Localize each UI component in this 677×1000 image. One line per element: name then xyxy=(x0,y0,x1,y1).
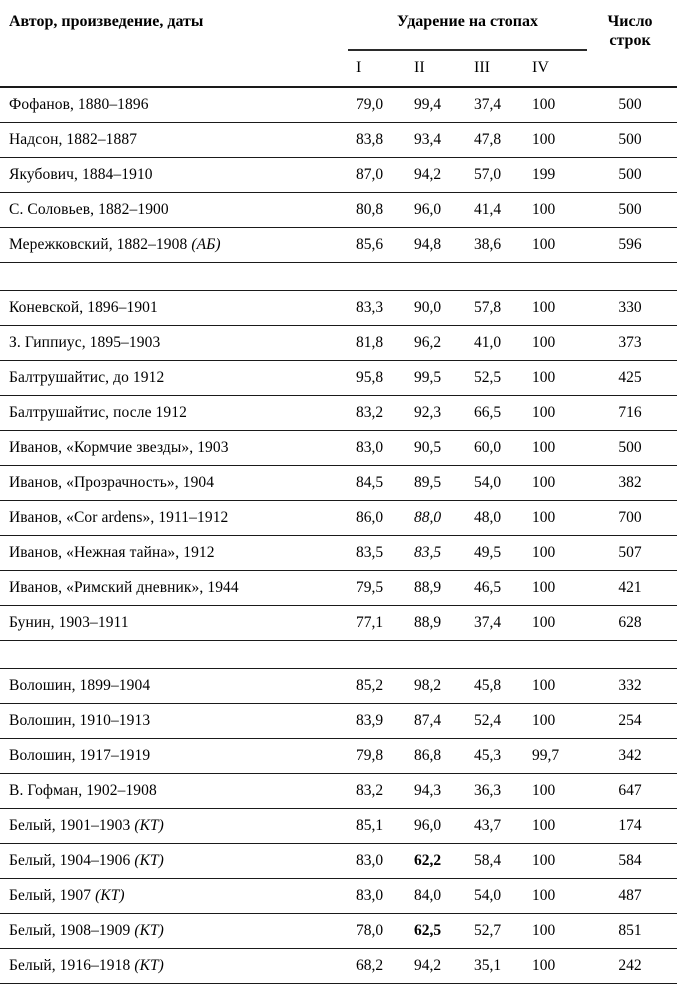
row-author-label: Белый, 1904–1906 xyxy=(9,852,131,870)
header-foot-3: III xyxy=(474,59,490,77)
row-stress-value-1: 83,3 xyxy=(348,291,406,326)
row-author-cell xyxy=(0,879,348,914)
row-author-cell xyxy=(0,361,348,396)
row-stress-value-4: 199 xyxy=(524,158,587,193)
row-stress-value-2: 92,3 xyxy=(406,396,466,431)
row-stress-value-2: 99,4 xyxy=(406,87,466,123)
row-stress-value-4: 100 xyxy=(524,501,587,536)
row-stress-value-1: 83,2 xyxy=(348,396,406,431)
row-author-cell xyxy=(0,158,348,193)
row-stress-value-3: 38,6 xyxy=(466,228,524,263)
row-stress-value-2: 90,5 xyxy=(406,431,466,466)
row-stress-value-3: 41,4 xyxy=(466,193,524,228)
row-author-cell xyxy=(0,739,348,774)
row-author-label: Балтрушайтис, до 1912 xyxy=(9,369,165,387)
row-author-note: (КТ) xyxy=(134,922,164,940)
row-stress-value-3: 41,0 xyxy=(466,326,524,361)
row-stress-value-1: 83,2 xyxy=(348,774,406,809)
row-author-note: (КТ) xyxy=(134,852,164,870)
row-author-cell xyxy=(0,536,348,571)
row-stress-value-4: 100 xyxy=(524,361,587,396)
row-stress-value-3: 49,5 xyxy=(466,536,524,571)
row-stress-value-1: 83,0 xyxy=(348,431,406,466)
row-stress-value-4: 100 xyxy=(524,809,587,844)
row-stress-value-3: 57,8 xyxy=(466,291,524,326)
row-line-count: 700 xyxy=(587,501,677,536)
row-stress-value-2: 83,5 xyxy=(406,536,466,571)
table-row xyxy=(0,774,677,809)
row-stress-value-1: 83,0 xyxy=(348,879,406,914)
row-stress-value-1: 80,8 xyxy=(348,193,406,228)
row-stress-value-3: 52,4 xyxy=(466,704,524,739)
row-stress-value-4: 100 xyxy=(524,704,587,739)
row-author-label: Фофанов, 1880–1896 xyxy=(9,96,149,114)
row-stress-value-3: 43,7 xyxy=(466,809,524,844)
row-line-count: 500 xyxy=(587,431,677,466)
row-author-label: В. Гофман, 1902–1908 xyxy=(9,782,157,800)
table-row xyxy=(0,536,677,571)
table-row xyxy=(0,704,677,739)
row-stress-value-4: 100 xyxy=(524,606,587,641)
row-line-count: 500 xyxy=(587,87,677,123)
row-stress-value-1: 95,8 xyxy=(348,361,406,396)
table-row xyxy=(0,326,677,361)
row-stress-value-4: 100 xyxy=(524,326,587,361)
row-line-count: 421 xyxy=(587,571,677,606)
row-author-cell xyxy=(0,606,348,641)
row-stress-value-1: 83,9 xyxy=(348,704,406,739)
row-stress-value-4: 100 xyxy=(524,87,587,123)
row-author-label: Балтрушайтис, после 1912 xyxy=(9,404,187,422)
row-stress-value-4: 100 xyxy=(524,844,587,879)
row-stress-value-2: 96,0 xyxy=(406,193,466,228)
row-line-count: 647 xyxy=(587,774,677,809)
row-stress-value-1: 79,5 xyxy=(348,571,406,606)
row-stress-value-2: 88,9 xyxy=(406,606,466,641)
row-stress-value-1: 78,0 xyxy=(348,914,406,949)
header-subrule-line xyxy=(348,49,587,51)
table-row xyxy=(0,606,677,641)
table-row xyxy=(0,879,677,914)
row-stress-value-3: 48,0 xyxy=(466,501,524,536)
row-author-note: (КТ) xyxy=(134,957,164,975)
row-stress-value-4: 100 xyxy=(524,879,587,914)
table-row xyxy=(0,501,677,536)
row-author-cell xyxy=(0,396,348,431)
row-author-label: Волошин, 1910–1913 xyxy=(9,712,151,730)
row-stress-value-4: 100 xyxy=(524,123,587,158)
row-stress-value-4: 100 xyxy=(524,291,587,326)
row-stress-value-1: 85,1 xyxy=(348,809,406,844)
row-stress-value-3: 54,0 xyxy=(466,466,524,501)
table-row xyxy=(0,361,677,396)
row-author-cell xyxy=(0,228,348,263)
table-row xyxy=(0,844,677,879)
row-author-label: Бунин, 1903–1911 xyxy=(9,614,129,632)
row-stress-value-1: 79,8 xyxy=(348,739,406,774)
row-author-label: Волошин, 1899–1904 xyxy=(9,677,151,695)
header-lines-column xyxy=(587,0,677,52)
row-author-label: Мережковский, 1882–1908 xyxy=(9,236,188,254)
row-stress-value-3: 37,4 xyxy=(466,606,524,641)
row-author-label: Якубович, 1884–1910 xyxy=(9,166,153,184)
row-stress-value-3: 47,8 xyxy=(466,123,524,158)
row-author-cell xyxy=(0,431,348,466)
row-author-cell xyxy=(0,291,348,326)
table-row xyxy=(0,123,677,158)
row-author-cell xyxy=(0,949,348,984)
row-stress-value-4: 100 xyxy=(524,193,587,228)
table-row xyxy=(0,396,677,431)
row-line-count: 487 xyxy=(587,879,677,914)
row-stress-value-3: 52,7 xyxy=(466,914,524,949)
row-stress-value-4: 100 xyxy=(524,536,587,571)
table-row xyxy=(0,466,677,501)
row-author-cell xyxy=(0,844,348,879)
header-group-column: Ударение на стопах xyxy=(397,13,539,30)
row-author-label: Белый, 1908–1909 xyxy=(9,922,131,940)
row-stress-value-1: 83,0 xyxy=(348,844,406,879)
row-stress-value-2: 94,8 xyxy=(406,228,466,263)
row-author-cell xyxy=(0,193,348,228)
row-stress-value-4: 100 xyxy=(524,669,587,704)
row-stress-value-3: 52,5 xyxy=(466,361,524,396)
header-author-column: Автор, произведение, даты xyxy=(9,13,204,30)
table-row xyxy=(0,291,677,326)
table-row xyxy=(0,739,677,774)
header-foot-2: II xyxy=(414,59,425,77)
row-line-count: 425 xyxy=(587,361,677,396)
row-author-cell xyxy=(0,704,348,739)
row-stress-value-2: 98,2 xyxy=(406,669,466,704)
row-author-note: (КТ) xyxy=(95,887,125,905)
row-stress-value-4: 100 xyxy=(524,914,587,949)
row-stress-value-1: 87,0 xyxy=(348,158,406,193)
row-stress-value-2: 62,5 xyxy=(406,914,466,949)
row-author-cell xyxy=(0,571,348,606)
row-stress-value-2: 88,0 xyxy=(406,501,466,536)
row-author-note: (АБ) xyxy=(191,236,221,254)
row-stress-value-3: 60,0 xyxy=(466,431,524,466)
row-stress-value-4: 100 xyxy=(524,949,587,984)
row-stress-value-3: 54,0 xyxy=(466,879,524,914)
row-stress-value-3: 46,5 xyxy=(466,571,524,606)
row-line-count: 507 xyxy=(587,536,677,571)
table-row xyxy=(0,669,677,704)
row-stress-value-1: 81,8 xyxy=(348,326,406,361)
row-line-count: 500 xyxy=(587,193,677,228)
row-stress-value-2: 94,2 xyxy=(406,158,466,193)
header-foot-1: I xyxy=(356,59,362,77)
table-row xyxy=(0,949,677,984)
table-row xyxy=(0,914,677,949)
row-author-cell xyxy=(0,774,348,809)
row-stress-value-1: 84,5 xyxy=(348,466,406,501)
row-author-label: З. Гиппиус, 1895–1903 xyxy=(9,334,161,352)
row-stress-value-2: 94,3 xyxy=(406,774,466,809)
row-stress-value-2: 89,5 xyxy=(406,466,466,501)
row-line-count: 242 xyxy=(587,949,677,984)
row-stress-value-3: 37,4 xyxy=(466,87,524,123)
table-row xyxy=(0,193,677,228)
row-author-cell xyxy=(0,809,348,844)
table-row xyxy=(0,431,677,466)
header-subrule-cell xyxy=(348,42,587,52)
block-spacer-cell xyxy=(0,263,677,291)
row-author-label: Белый, 1901–1903 xyxy=(9,817,131,835)
row-stress-value-1: 85,2 xyxy=(348,669,406,704)
row-stress-value-3: 45,3 xyxy=(466,739,524,774)
row-stress-value-4: 100 xyxy=(524,228,587,263)
block-spacer xyxy=(0,263,677,291)
row-stress-value-3: 35,1 xyxy=(466,949,524,984)
row-line-count: 851 xyxy=(587,914,677,949)
row-stress-value-1: 86,0 xyxy=(348,501,406,536)
row-stress-value-4: 100 xyxy=(524,774,587,809)
row-stress-value-1: 83,8 xyxy=(348,123,406,158)
row-author-cell xyxy=(0,501,348,536)
row-stress-value-2: 99,5 xyxy=(406,361,466,396)
row-stress-value-3: 66,5 xyxy=(466,396,524,431)
row-author-label: Иванов, «Кормчие звезды», 1903 xyxy=(9,439,229,457)
table-row xyxy=(0,809,677,844)
row-author-label: С. Соловьев, 1882–1900 xyxy=(9,201,169,219)
row-stress-value-1: 77,1 xyxy=(348,606,406,641)
row-line-count: 596 xyxy=(587,228,677,263)
row-stress-value-2: 87,4 xyxy=(406,704,466,739)
row-line-count: 254 xyxy=(587,704,677,739)
row-stress-value-2: 88,9 xyxy=(406,571,466,606)
row-author-label: Иванов, «Cor ardens», 1911–1912 xyxy=(9,509,229,527)
row-stress-value-4: 100 xyxy=(524,396,587,431)
row-author-note: (КТ) xyxy=(134,817,164,835)
row-line-count: 330 xyxy=(587,291,677,326)
row-author-label: Белый, 1907 xyxy=(9,887,92,905)
table-body xyxy=(0,87,677,984)
row-author-label: Белый, 1916–1918 xyxy=(9,957,131,975)
row-line-count: 332 xyxy=(587,669,677,704)
row-stress-value-4: 99,7 xyxy=(524,739,587,774)
row-stress-value-2: 62,2 xyxy=(406,844,466,879)
table-row xyxy=(0,571,677,606)
row-stress-value-2: 90,0 xyxy=(406,291,466,326)
row-stress-value-1: 83,5 xyxy=(348,536,406,571)
row-author-label: Иванов, «Римский дневник», 1944 xyxy=(9,579,239,597)
row-author-cell xyxy=(0,87,348,123)
row-author-cell xyxy=(0,914,348,949)
header-lines-line1: Число xyxy=(607,13,653,30)
row-author-label: Коневской, 1896–1901 xyxy=(9,299,158,317)
table-row xyxy=(0,228,677,263)
header-lines-spacer xyxy=(587,52,677,87)
row-author-label: Волошин, 1917–1919 xyxy=(9,747,151,765)
row-stress-value-2: 96,0 xyxy=(406,809,466,844)
row-stress-value-2: 86,8 xyxy=(406,739,466,774)
row-author-label: Надсон, 1882–1887 xyxy=(9,131,138,149)
row-stress-value-3: 45,8 xyxy=(466,669,524,704)
row-author-label: Иванов, «Нежная тайна», 1912 xyxy=(9,544,215,562)
table-row xyxy=(0,87,677,123)
row-stress-value-3: 57,0 xyxy=(466,158,524,193)
row-line-count: 628 xyxy=(587,606,677,641)
row-stress-value-4: 100 xyxy=(524,571,587,606)
header-row-main xyxy=(0,0,677,42)
row-stress-value-2: 93,4 xyxy=(406,123,466,158)
row-author-cell xyxy=(0,326,348,361)
header-foot-4: IV xyxy=(532,59,549,77)
row-stress-value-2: 84,0 xyxy=(406,879,466,914)
row-line-count: 342 xyxy=(587,739,677,774)
row-line-count: 174 xyxy=(587,809,677,844)
row-stress-value-2: 94,2 xyxy=(406,949,466,984)
row-line-count: 373 xyxy=(587,326,677,361)
row-stress-value-1: 85,6 xyxy=(348,228,406,263)
table-row xyxy=(0,158,677,193)
row-stress-value-4: 100 xyxy=(524,431,587,466)
row-line-count: 382 xyxy=(587,466,677,501)
row-stress-value-1: 79,0 xyxy=(348,87,406,123)
row-line-count: 500 xyxy=(587,123,677,158)
row-author-label: Иванов, «Прозрачность», 1904 xyxy=(9,474,215,492)
row-stress-value-3: 58,4 xyxy=(466,844,524,879)
row-line-count: 716 xyxy=(587,396,677,431)
row-author-cell xyxy=(0,466,348,501)
block-spacer-cell xyxy=(0,641,677,669)
row-stress-value-3: 36,3 xyxy=(466,774,524,809)
row-stress-value-4: 100 xyxy=(524,466,587,501)
row-stress-value-2: 96,2 xyxy=(406,326,466,361)
table-head-group xyxy=(0,0,677,87)
row-line-count: 584 xyxy=(587,844,677,879)
block-spacer xyxy=(0,641,677,669)
row-line-count: 500 xyxy=(587,158,677,193)
row-author-cell xyxy=(0,123,348,158)
header-lines-line2: строк xyxy=(609,32,651,50)
row-author-cell xyxy=(0,669,348,704)
row-stress-value-1: 68,2 xyxy=(348,949,406,984)
